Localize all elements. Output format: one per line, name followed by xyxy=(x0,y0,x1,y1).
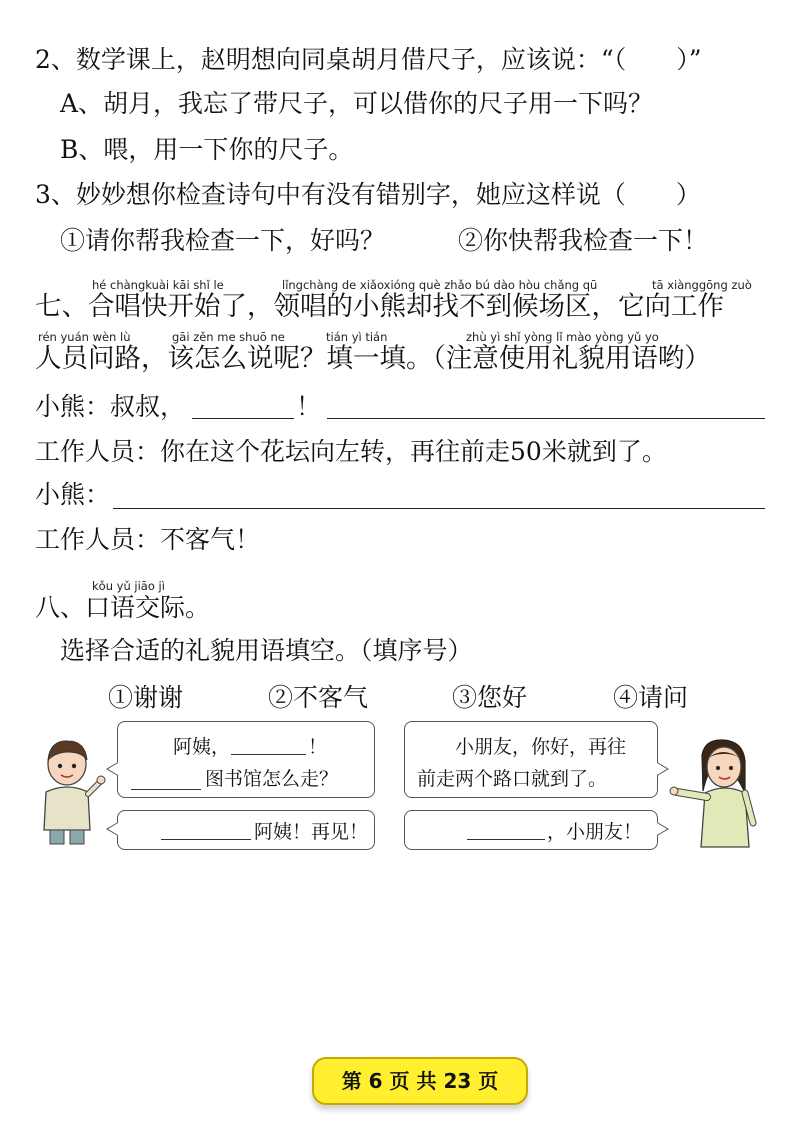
girl-illustration xyxy=(665,735,765,850)
answer-blank[interactable] xyxy=(231,754,306,755)
bubble-text: 阿姨！再见！ xyxy=(254,821,369,843)
bubble-text: 阿姨， xyxy=(173,736,231,758)
speech-bubble-girl-answer xyxy=(404,721,658,798)
choice-thanks: ①谢谢 xyxy=(108,683,184,712)
bubble-text: ，小朋友！ xyxy=(547,821,643,843)
pinyin-annotation: tā xiànggōng zuò xyxy=(652,278,752,292)
section7-instruction: 人员问路，该怎么说呢？填一填。（注意使用礼貌用语哟） xyxy=(35,343,711,374)
pinyin-annotation: zhù yì shǐ yòng lǐ mào yòng yǔ yo xyxy=(466,330,659,344)
q3-option-2: ②你快帮我检查一下！ xyxy=(458,226,709,255)
exclamation-mark: ！ xyxy=(296,392,322,421)
answer-blank[interactable] xyxy=(131,789,201,790)
speech-bubble-boy-thanks xyxy=(117,810,375,850)
page-number-badge xyxy=(312,1057,528,1105)
page-number-label: 第 6 页 共 23 页 xyxy=(341,1069,499,1093)
staff-line-1: 工作人员：你在这个花坛向左转，再往前走50米就到了。 xyxy=(35,437,667,466)
answer-blank-full[interactable] xyxy=(113,508,765,509)
bear-line-2-label: 小熊： xyxy=(35,480,111,509)
section8-instruction: 选择合适的礼貌用语填空。（填序号） xyxy=(60,636,473,665)
q3-question: 3、妙妙想你检查诗句中有没有错别字，她应这样说（ ） xyxy=(35,180,701,209)
bubble-text: 前走两个路口就到了。 xyxy=(417,768,608,790)
pinyin-annotation: lǐngchàng de xiǎoxióng què zhǎo bú dào hòu chǎng qū xyxy=(282,278,598,292)
staff-line-2: 工作人员：不客气！ xyxy=(35,525,261,554)
speech-bubble-tail xyxy=(657,822,669,836)
bubble-text: 图书馆怎么走？ xyxy=(205,768,339,790)
speech-bubble-boy-ask xyxy=(117,721,375,798)
answer-blank-long[interactable] xyxy=(327,418,765,419)
answer-blank[interactable] xyxy=(161,839,251,840)
q2-option-b: B、喂，用一下你的尺子。 xyxy=(60,135,354,164)
speech-bubble-tail xyxy=(657,762,669,776)
answer-blank-short[interactable] xyxy=(192,418,294,419)
bubble-text: 小朋友，你好，再往 xyxy=(455,736,627,758)
speech-bubble-girl-reply xyxy=(404,810,658,850)
choice-you-are-welcome: ②不客气 xyxy=(268,683,369,712)
boy-illustration xyxy=(30,730,110,845)
bear-line-1-label: 小熊：叔叔， xyxy=(35,392,186,421)
section7-title: 七、合唱快开始了，领唱的小熊却找不到候场区，它向工作 xyxy=(35,291,724,322)
answer-blank[interactable] xyxy=(467,839,545,840)
section8-title: 八、口语交际。 xyxy=(35,593,211,622)
pinyin-annotation: rén yuán wèn lù xyxy=(38,330,131,344)
bubble-text: ！ xyxy=(308,736,328,758)
q2-question: 2、数学课上，赵明想向同桌胡月借尺子，应该说：“（ ）” xyxy=(35,45,702,74)
speech-bubble-tail xyxy=(106,822,118,836)
q2-option-a: A、胡月，我忘了带尺子，可以借你的尺子用一下吗？ xyxy=(60,89,654,118)
speech-bubble-tail xyxy=(106,762,118,776)
choice-excuse-me: ④请问 xyxy=(613,683,689,712)
q3-option-1: ①请你帮我检查一下，好吗？ xyxy=(60,226,386,255)
pinyin-annotation: kǒu yǔ jiāo jì xyxy=(92,579,165,593)
pinyin-annotation: gāi zěn me shuō ne xyxy=(172,330,285,344)
pinyin-annotation: tián yì tián xyxy=(326,330,388,344)
pinyin-annotation: hé chàngkuài kāi shǐ le xyxy=(92,278,224,292)
choice-hello: ③您好 xyxy=(452,683,528,712)
